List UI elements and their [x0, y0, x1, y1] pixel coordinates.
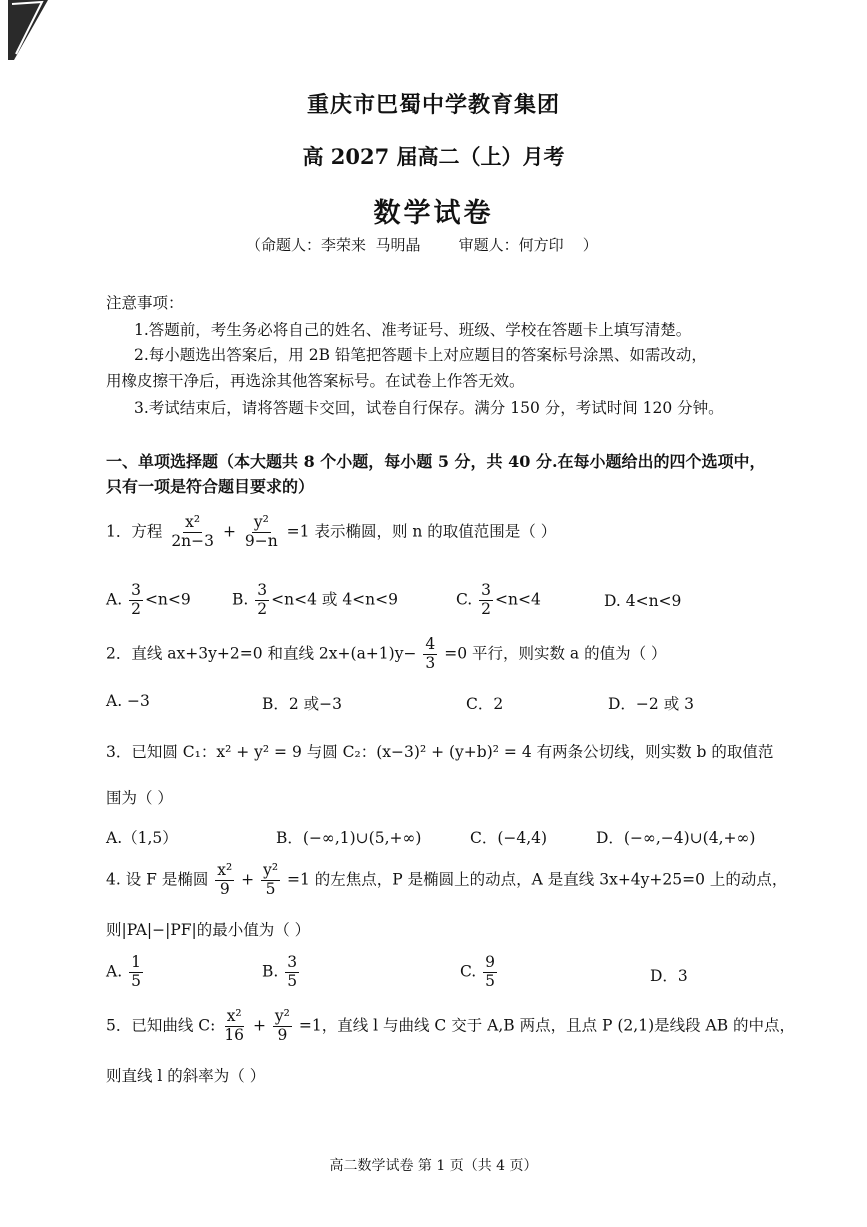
question-1: 1．方程 $\frac{\text{x²}}{2n-3}$ + $\frac{\text{y²}}{9-n}$ =1 表示椭圆，则 n 的取值范围是（ ）	[106, 513, 557, 550]
question-2: 2．直线 ax+3y+2=0 和直线 2x+(a+1)y− $\frac{4}{3}$ =0 平行，则实数 a 的值为（ ）	[106, 635, 667, 672]
q1-option-c: C. $\frac{3}{2}$ <n<4	[456, 581, 541, 618]
q3-option-c: C．(−4,4)	[470, 829, 548, 847]
q4-option-d: D．3	[650, 967, 688, 985]
q1-number: 1．方程	[106, 522, 163, 541]
question-3: 3．已知圆 C₁：x² + y² = 9 与圆 C₂：(x−3)² + (y+b)² = 4 有两条公切线，则实数 b 的取值范	[106, 743, 774, 761]
notice-item: 用橡皮擦干净后，再选涂其他答案标号。在试卷上作答无效。	[106, 372, 525, 390]
q3-option-a: A.（1,5）	[106, 829, 178, 847]
school-name: 重庆市巴蜀中学教育集团	[306, 92, 560, 118]
page-title: 数学试卷	[373, 198, 494, 229]
q4-option-b: B. $\frac{3}{5}$	[262, 953, 298, 990]
q4-option-a: A. $\frac{1}{5}$	[106, 953, 141, 990]
q1-option-a: A. $\frac{3}{2}$ <n<9	[106, 581, 191, 618]
question-4: 4. 设 F 是椭圆 $\frac{\text{x²}}{9}$ + $\frac{\text{y²}}{5}$ =1 的左焦点，P 是椭圆上的动点，A 是直线 3x+4y+25=0 上的动点，	[106, 861, 788, 898]
q1-option-d: D. 4<n<9	[604, 592, 682, 610]
page-footer: 高二数学试卷 第 1 页（共 4 页）	[329, 1158, 538, 1174]
q1-option-b: B. $\frac{3}{2}$ <n<4 或 4<n<9	[232, 581, 398, 618]
q1-fraction-x: $\frac{\text{x²}}{2n-3}$	[171, 513, 215, 550]
question-4-cont: 则|PA|−|PF|的最小值为（ ）	[106, 921, 311, 939]
question-5-cont: 则直线 l 的斜率为（ ）	[106, 1067, 266, 1085]
exam-name: 高 2027 届高二（上）月考	[302, 144, 565, 169]
q2-option-b: B．2 或−3	[262, 695, 343, 713]
question-5: 5．已知曲线 C: $\frac{\text{x²}}{16}$ + $\frac{\text{y²}}{9}$ =1，直线 l 与曲线 C 交于 A,B 两点，且点 P (2,1)是线段 AB 的中点，	[106, 1007, 796, 1044]
q2-option-d: D．−2 或 3	[608, 695, 694, 713]
q3-option-d: D．(−∞,−4)∪(4,+∞)	[596, 829, 756, 847]
q2-fraction: $\frac{4}{3}$	[425, 635, 436, 672]
q2-option-c: C．2	[466, 695, 504, 713]
section-title: 一、单项选择题（本大题共 8 个小题，每小题 5 分，共 40 分.在每小题给出的四个选项中，	[106, 452, 766, 471]
notice-item: 1.答题前，考生务必将自己的姓名、准考证号、班级、学校在答题卡上填写清楚。	[134, 321, 692, 339]
authors-line: （命题人：李荣来 马明晶 审题人：何方印 ）	[246, 236, 598, 254]
notice-item: 3.考试结束后，请将答题卡交回，试卷自行保存。满分 150 分，考试时间 120 分钟。	[134, 399, 724, 417]
q4-option-c: C. $\frac{9}{5}$	[460, 953, 496, 990]
section-title-cont: 只有一项是符合题目要求的）	[106, 477, 315, 496]
notice-title: 注意事项：	[106, 294, 184, 312]
q2-option-a: A. −3	[106, 692, 150, 710]
q1-text: =1 表示椭圆，则 n 的取值范围是（ ）	[286, 522, 557, 541]
notice-item: 2.每小题选出答案后，用 2B 铅笔把答题卡上对应题目的答案标号涂黑、如需改动，	[134, 346, 707, 364]
q1-fraction-y: $\frac{\text{y²}}{9-n}$	[244, 513, 278, 550]
binding-corner-mark	[8, 0, 48, 62]
question-3-cont: 围为（ ）	[106, 789, 173, 807]
q3-option-b: B．(−∞,1)∪(5,+∞)	[276, 829, 422, 847]
